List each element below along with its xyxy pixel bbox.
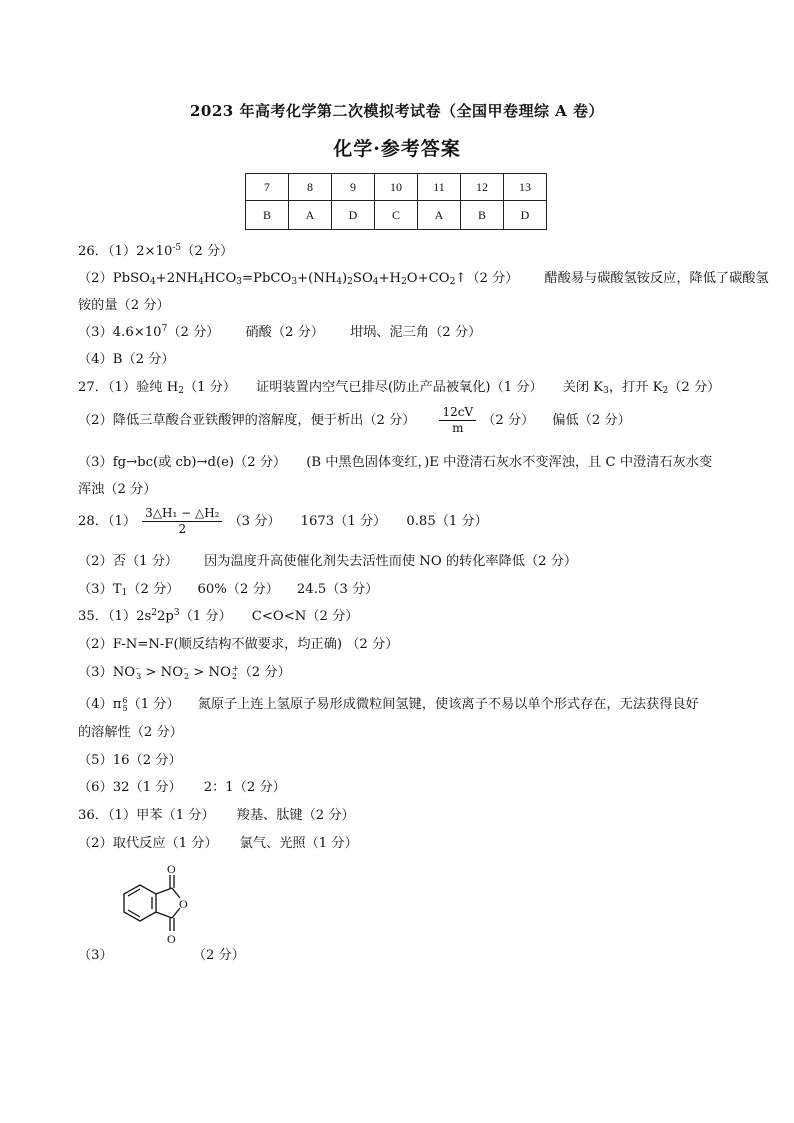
answer-cell: B xyxy=(246,201,289,230)
multiple-choice-answer-table xyxy=(245,173,547,230)
question-number-cell: 10 xyxy=(375,174,418,201)
answer-cell: A xyxy=(289,201,332,230)
q36-part1: 36．（1）甲苯（1 分） 羧基、肽键（2 分） xyxy=(78,808,355,823)
answer-row xyxy=(246,201,547,230)
answer-cell: C xyxy=(375,201,418,230)
q26-part4: （4）B（2 分） xyxy=(78,352,175,367)
q35-part4: （4）π6 5（1 分） 氮原子上连上氢原子易形成微粒间氢键，使该离子不易以单个形式存在，无法获得良好 xyxy=(78,695,699,713)
q35-part5: （5）16（2 分） xyxy=(78,753,182,768)
q27-part3-cont: 浑浊（2 分） xyxy=(78,482,157,497)
question-number-cell: 9 xyxy=(332,174,375,201)
q35-part4-cont: 的溶解性（2 分） xyxy=(78,725,183,740)
question-number-cell: 13 xyxy=(504,174,547,201)
q27-part2: （2）降低三草酸合亚铁酸钾的溶解度，便于析出（2 分） $\frac{12cV}{m}$ （2 分） 偏低（2 分） xyxy=(78,405,631,435)
q27-part3: （3）fg→bc(或 cb)→d(e)（2 分） (B 中黑色固体变红，)E 中澄清石灰水不变浑浊，且 C 中澄清石灰水变 xyxy=(78,455,713,470)
page-subtitle: 化学·参考答案 xyxy=(333,138,461,160)
ring-oxygen: O xyxy=(179,897,188,911)
q36-part3: （3） （2 分） xyxy=(78,948,245,963)
q28-part1: 28．（1） $\frac{\text{3△H₁ − △H₂}}{2}$ （3 分） 1673（1 分） 0.85（1 分） xyxy=(78,506,488,536)
q26-part2-cont: 铵的量（2 分） xyxy=(78,298,170,313)
answer-cell: A xyxy=(418,201,461,230)
carbonyl-oxygen-top: O xyxy=(167,862,176,876)
q35-part3: （3）NO- 3 > NO- 2 > NO+ 2 （2 分） xyxy=(78,663,291,681)
benzene-ring xyxy=(124,885,156,921)
question-number-cell: 11 xyxy=(418,174,461,201)
answer-cell: B xyxy=(461,201,504,230)
answer-cell: D xyxy=(332,201,375,230)
q36-part2: （2）取代反应（1 分） 氯气、光照（1 分） xyxy=(78,836,358,851)
q26-part2: $(2)PbSO_4+2NH_4HCO_3=PbCO_3+(NH_4)_2SO_4+H_2O+CO_2↑(2$ 分） 醋酸易与碳酸氢铵反应，降低了碳酸氢 xyxy=(78,271,769,287)
q28-part2: （2）否（1 分） 因为温度升高使催化剂失去活性而使 NO 的转化率降低（2 分） xyxy=(78,554,578,569)
carbonyl-oxygen-bottom: O xyxy=(167,932,176,946)
question-number-cell: 12 xyxy=(461,174,504,201)
q26-part3: $(3)4.6\times 10^7(2$ 分） 硝酸（2 分） 坩埚、泥三角（2 分） xyxy=(78,324,482,340)
q26-part1: 26．$(1)2\times 10^{-5}(2$ 分） xyxy=(78,243,234,259)
page-title: 2023 年高考化学第二次模拟考试卷（全国甲卷理综 A 卷） xyxy=(189,102,605,120)
q35-part6: （6）32（1 分） 2：1（2 分） xyxy=(78,780,286,795)
answer-cell: D xyxy=(504,201,547,230)
q35-part1: 35．$(1)2s^22p^3(1$ 分） C<O<N（2 分） xyxy=(78,608,359,624)
question-number-row xyxy=(246,174,547,201)
fraction-enthalpy: $\frac{\text{3△H₁ − △H₂}}{2}$ xyxy=(142,506,222,537)
fraction-12cV-over-m: $\frac{12cV}{m}$ xyxy=(439,405,476,436)
question-number-cell: 7 xyxy=(246,174,289,201)
question-number-cell: 8 xyxy=(289,174,332,201)
q35-part2: （2）F-N=N-F(顺反结构不做要求，均正确) （2 分） xyxy=(78,637,399,652)
q28-part3: $(3)T_1(2$ 分） 60%（2 分） 24.5（3 分） xyxy=(78,582,379,598)
q27-part1: 27．（1）验纯 $H_2(1$ 分） 证明装置内空气已排尽(防止产品被氧化)（1 分） 关闭 $K_3$，打开 $K_2(2$ 分） xyxy=(78,380,721,396)
